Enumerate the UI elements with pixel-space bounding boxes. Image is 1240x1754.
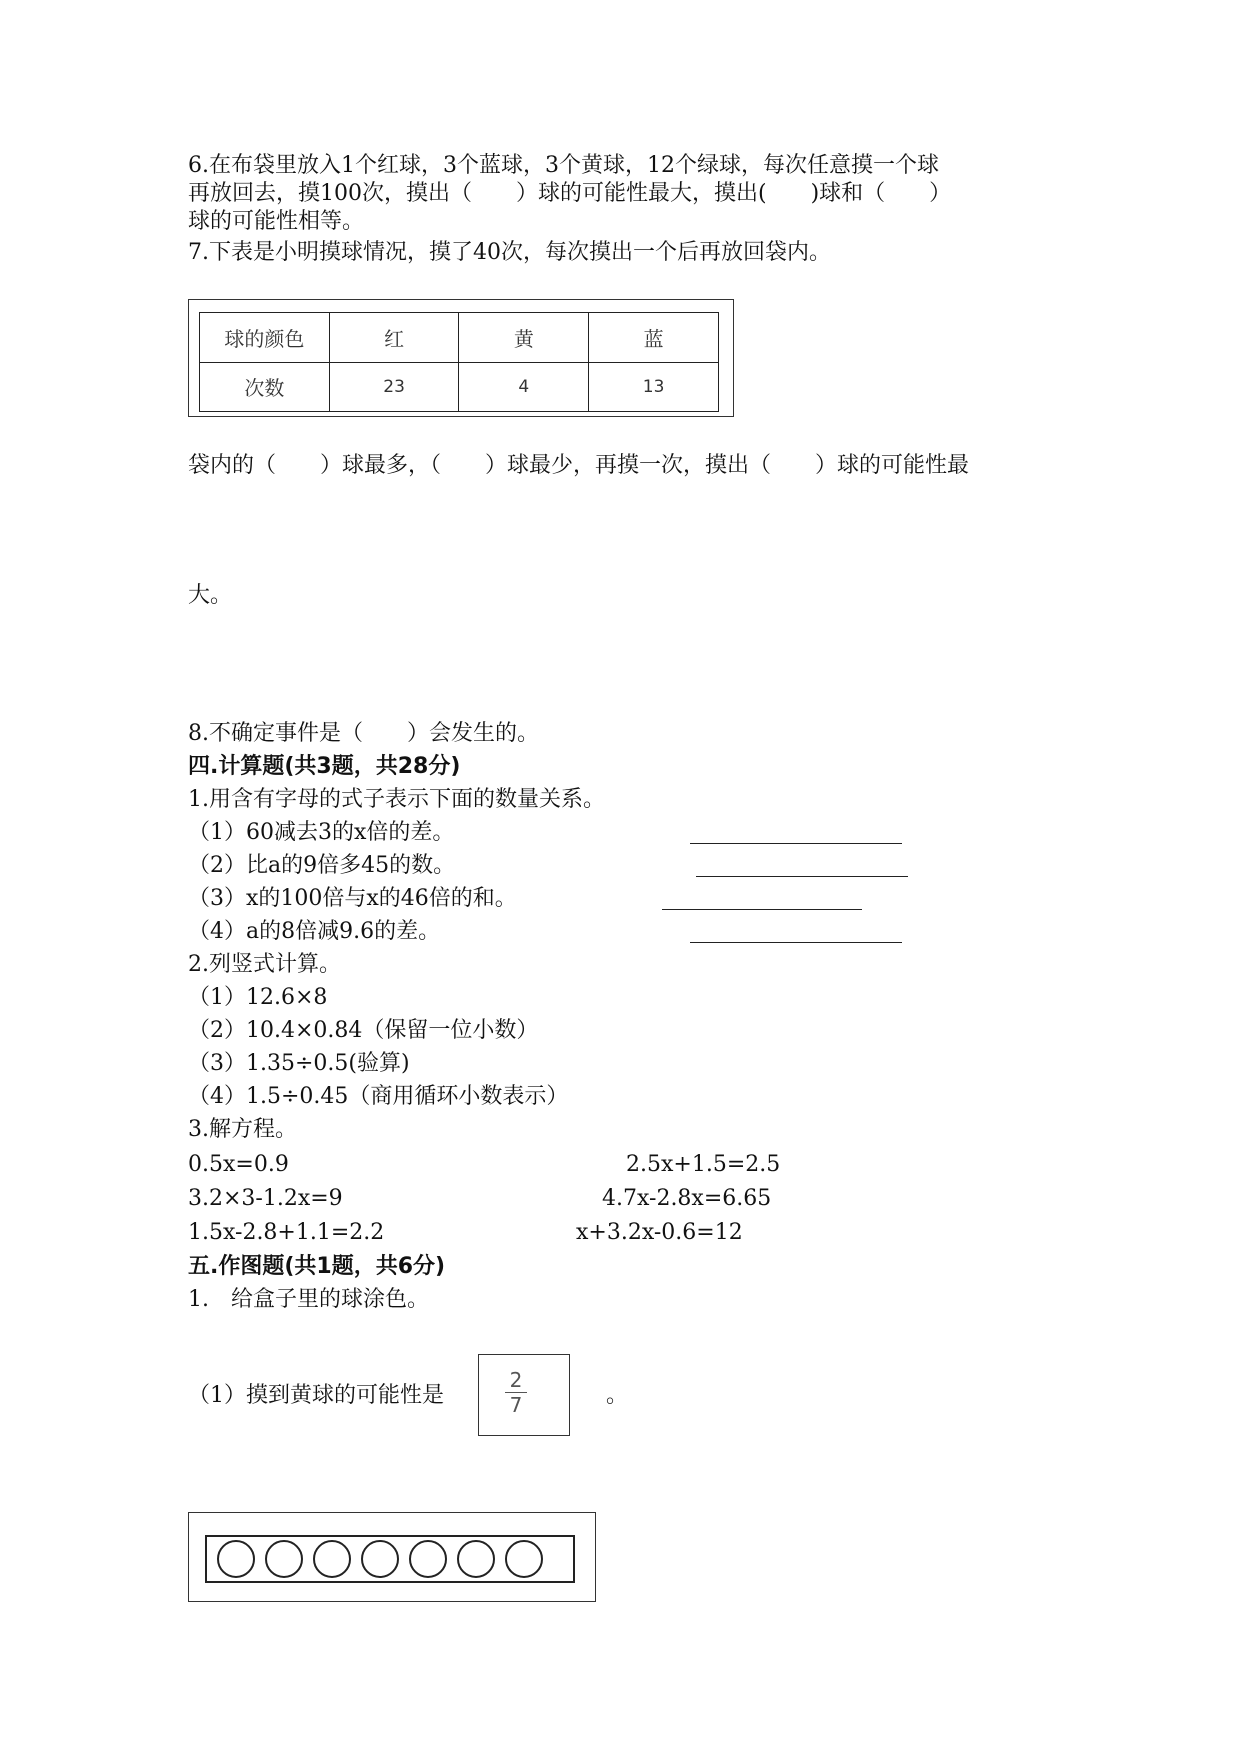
s5-q1-sub: （1）摸到黄球的可能性是 bbox=[188, 1383, 444, 1408]
s4-q1-item: （4）a的8倍减9.6的差。 bbox=[188, 919, 441, 944]
s4-q1-title: 1.用含有字母的式子表示下面的数量关系。 bbox=[188, 787, 605, 812]
s5-q1-end: 。 bbox=[606, 1383, 629, 1408]
table-header-row bbox=[200, 313, 719, 363]
s4-q1-item: （3）x的100倍与x的46倍的和。 bbox=[188, 886, 517, 911]
table-cell: 23 bbox=[329, 362, 459, 412]
q7-text: 7.下表是小明摸球情况，摸了40次，每次摸出一个后再放回袋内。 bbox=[188, 240, 831, 265]
section5-title: 五.作图题(共1题，共6分) bbox=[188, 1254, 446, 1279]
fraction-numerator: 2 bbox=[509, 1368, 523, 1392]
table-cell: 蓝 bbox=[589, 313, 719, 363]
table-cell: 黄 bbox=[459, 313, 589, 363]
equation: 1.5x-2.8+1.1=2.2 bbox=[188, 1220, 385, 1245]
fraction bbox=[505, 1369, 527, 1416]
s4-q2-item: （1）12.6×8 bbox=[188, 985, 328, 1010]
ball-circle[interactable] bbox=[217, 1540, 255, 1578]
table-cell: 次数 bbox=[200, 362, 330, 412]
table-cell: 红 bbox=[329, 313, 459, 363]
equation: x+3.2x-0.6=12 bbox=[576, 1220, 743, 1245]
s4-q2-title: 2.列竖式计算。 bbox=[188, 952, 341, 977]
equation: 0.5x=0.9 bbox=[188, 1152, 289, 1177]
fraction-box bbox=[478, 1354, 570, 1436]
ball-box bbox=[205, 1535, 575, 1583]
section4-title: 四.计算题(共3题，共28分) bbox=[188, 754, 461, 779]
ball-circle[interactable] bbox=[409, 1540, 447, 1578]
table-cell: 4 bbox=[459, 362, 589, 412]
s5-q1-title: 1. 给盒子里的球涂色。 bbox=[188, 1287, 429, 1312]
s4-q3-title: 3.解方程。 bbox=[188, 1117, 297, 1142]
ball-circle[interactable] bbox=[361, 1540, 399, 1578]
q6-line1: 6.在布袋里放入1个红球，3个蓝球，3个黄球，12个绿球，每次任意摸一个球 bbox=[188, 153, 939, 178]
s4-q1-item: （1）60减去3的x倍的差。 bbox=[188, 820, 455, 845]
equation: 4.7x-2.8x=6.65 bbox=[602, 1186, 772, 1211]
table-cell: 球的颜色 bbox=[200, 313, 330, 363]
ball-circle[interactable] bbox=[265, 1540, 303, 1578]
q8-text: 8.不确定事件是（ ）会发生的。 bbox=[188, 721, 539, 746]
answer-blank[interactable] bbox=[690, 821, 902, 844]
answer-blank[interactable] bbox=[662, 887, 862, 910]
ball-circle[interactable] bbox=[457, 1540, 495, 1578]
table-cell: 13 bbox=[589, 362, 719, 412]
q7-table bbox=[199, 312, 719, 412]
fraction-denominator: 7 bbox=[509, 1393, 523, 1417]
s4-q1-item: （2）比a的9倍多45的数。 bbox=[188, 853, 456, 878]
equation: 2.5x+1.5=2.5 bbox=[626, 1152, 781, 1177]
q6-line3: 球的可能性相等。 bbox=[188, 209, 365, 234]
answer-blank[interactable] bbox=[690, 920, 902, 943]
answer-blank[interactable] bbox=[696, 854, 908, 877]
s4-q2-item: （2）10.4×0.84（保留一位小数） bbox=[188, 1018, 539, 1043]
equation: 3.2×3-1.2x=9 bbox=[188, 1186, 343, 1211]
s4-q2-item: （3）1.35÷0.5(验算) bbox=[188, 1051, 410, 1076]
q7-after-line1: 袋内的（ ）球最多，（ ）球最少，再摸一次，摸出（ ）球的可能性最 bbox=[188, 453, 970, 478]
s4-q2-item: （4）1.5÷0.45（商用循环小数表示） bbox=[188, 1084, 569, 1109]
q7-table-frame bbox=[188, 299, 734, 417]
table-row bbox=[200, 362, 719, 412]
ball-box-frame bbox=[188, 1512, 596, 1602]
ball-circle[interactable] bbox=[505, 1540, 543, 1578]
ball-circle[interactable] bbox=[313, 1540, 351, 1578]
q6-line2: 再放回去，摸100次，摸出（ ）球的可能性最大，摸出( )球和（ ） bbox=[188, 181, 952, 206]
q7-after-line2: 大。 bbox=[188, 583, 233, 608]
